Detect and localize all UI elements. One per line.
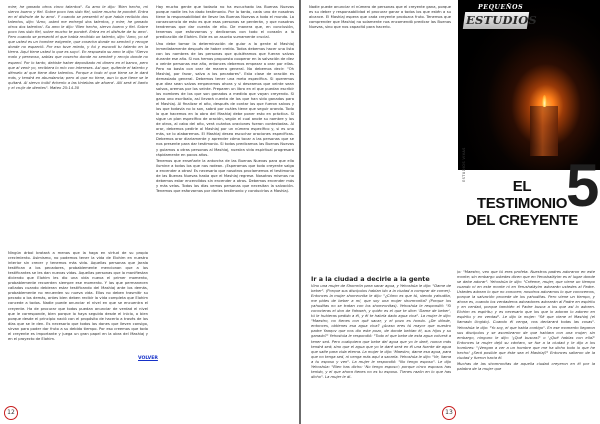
left-column2	[156, 5, 294, 350]
page-number-right: 13	[442, 406, 456, 420]
paragraph: Nadie puede anunciar el número de personas que el creyente gana, porque es su deber y responsabilidad el procurar ganar a todos los que estén a su alcance. El Mashiaj espera que cada creyente produzca fruto. Tenemos que comprender que Mashiaj no solamente nos encomendó predicar las Buenas Nuevas, sino que nos capacitó para hacerlo.	[309, 5, 451, 30]
flame-icon	[542, 95, 547, 107]
cover-title-line2: DEL CREYENTE	[466, 212, 578, 229]
right-column1	[311, 284, 451, 406]
vertical-caption: ESTUDIOS VIVAS	[462, 147, 466, 182]
cover-title	[466, 178, 578, 229]
right-column2	[457, 270, 595, 420]
candle-icon	[530, 106, 558, 156]
book-cover	[458, 0, 600, 263]
right-column1-top	[309, 5, 451, 61]
logo-top-text: PEQUEÑOS	[478, 4, 524, 11]
bible-quote-paragraph: Vino una mujer de Shomrón para sacar agua, y Yehoshúa le dijo: "Dame de beber". (Porque sus discípulos habían ido a la ciudad a comprar de comer). Entonces la mujer shomronita le dijo: "¿Cómo es que tú, siendo yahudita, me pides de beber a mí, que soy una mujer shomronita? (Porque los yahuditas no se tratan con los shomronitas). Yehoshúa le respondió: "Si conocieras el don de Yahweh, y quién es el que te dice: 'Dame de beber', tú le hubieras pedido a él, y él te habría dado agua viva". La mujer le dijo: "Maestro, no tienes con qué sacar, y el pozo es hondo. ¿De dónde, entonces, obtienes esa agua viva? ¿Acaso eres tú mayor que nuestro padre Yaaqov que nos dio este pozo, de donde bebían él, sus hijos y su ganado?" Yehoshúa le respondió: "Todo el que bebe de esta agua volverá a tener sed. Pero cualquiera que bebe del agua que yo le daré, nunca más tendrá sed; sino que el agua que yo le daré será en él una fuente de agua que salte para vida eterna. La mujer le dijo: 'Maestro, dame esa agua, para que no tenga sed, ni venga más aquí a sacarla. Yehoshúa le dijo: "Ve, llama a tu esposo y ven". La mujer le respondió: "No tengo esposo". Le dijo Yehoshúa: "Bien has dicho: 'No tengo esposo'; porque cinco esposos has tenido, y el que ahora tienes no es tu esposo. Tienes razón en lo que has dicho". La mujer le di-	[311, 284, 451, 379]
paragraph: Tenemos que enseñarle la antorcha de las Buenas Nuevas para que ella ilumine a todos los que nos rodean. ¡Esperamos que todo creyente salga a encender a otros! Es necesario que nosotros proclamemos el testimonio de las Buenas Nuevas hasta que el Mashiaj regrese. Nosotros mismos no debemos estar encendidos sin encender a otros. Debemos encender más y más velas. Todos los días vemos personas que necesitan la salvación. Tenemos que esforzarnos por darles testimonio y conducirlos a Mashiaj.	[156, 158, 294, 194]
left-page	[0, 0, 299, 424]
paragraph: Hay mucho gente que todavía no ha escuchado las Buenas Nuevas porque nadie les ha dado testimonio. Por lo tanto, cada uno de nosotros tiene la responsabilidad de llevar las Buenas Nuevas a todo el mundo. La consecuencia de esto es que esas personas se perderán, y que nosotros tendremos que dar cuenta de ello. De manera que, en conclusión, tenemos que esforzarnos y dedicarnos con todo el corazón a la predicación de Elohim. Este es un asunto sumamente crucial.	[156, 5, 294, 40]
paragraph: Uno debe tomar la determinación de guiar a la gente al Mashiaj inmediatamente después de haber creído. Todos debemos hacer una lista con los nombres de las personas que quisiéramos que fueran salvas durante ese año. Si nos hemos propuesto cooperar en la salvación de diez o veinte personas ese año, entonces debemos empezar a orar por ellas. Pero no basta con orar de manera general. No debemos decir: "Oh Mashiaj, por favor, salva a los pecadores". Esta clase de oración es demasiado general. Debemos tener una meta específica. Si queremos que diez sean salvos empecemos ahora y si deseamos que veinte sean salvos, oremos por los veinte. Preparen un libro en el que puedan escribir los nombres de los que son ganados a medida que vayan creyendo. Si gana uno escríbalo, así llevará cuenta de los que han sido ganados para el Mashiaj. Al finalizar el año, después de contar los que fueron salvos y los que todavía no lo son, sabrá por cuáles tiene que seguir orando. Todo lo que hacemos en la obra del Mashiaj debe poner esto en práctica. Si sigue un plan específico de oración, según el cual anote su nombre y los de otros, al cabo del año, verá cuántos oraciones fueron contestadas. Al orar, debemos pedirle al Mashiaj por un número específico y, si es uno más, se lo alabaremos. El Mashiaj desea escuchar oraciones específicas. Debemos orar diariamente y aprender cómo tocar a las personas que se nos presente para dar testimonio. Si todos predicamos las Buenas Nuevas y guiamos a otras personas al Mashiaj, nuestra vida espiritual progresará rápidamente en pocos años.	[156, 41, 294, 157]
bible-quote-paragraph: mire, he ganado otros cinco talentos". Su amo le dijo: 'Bien hecho, mi siervo bueno y fiel. Sobre poco has sido fiel, sobre mucho te pondré. Entra en el disfrute de tu amo'. Y cuando se presentó el que había recibido dos talentos, dijo: 'Amo, usted me entregó dos talentos, y mire, he ganado otros dos talentos'. Su amo le dijo: 'Bien hecho, siervo bueno y fiel. Sobre poco has sido fiel, sobre mucho te pondré. Entra en el disfrute de tu amo'. Pero cuando se presentó el que había recibido un talento, dijo: 'Amo, yo sé que usted es un hombre exigente, que cosecha donde no sembró y recoge donde no esparció. Por eso tuve miedo, y fui y escondí tu talento en la tierra. Aquí tiene usted lo que es suyo'. En respuesta su amo le dijo: 'Siervo malo y perezoso, sabías que cosecho donde no sembré y recojo donde no esparcí. Por lo tanto, debiste haber depositado mi dinero en el banco, pero que al venir yo, recibiera lo mío con intereses. Así que, quítenle el talento y dénselo al que tiene diez talentos. Porque a todo el que tiene se le dará más, y tendrá en abundancia; pero al que no tiene, aun lo que tiene se le quitará. Al siervo inútil échenlo a las tinieblas de afuera'. Allí será el llanto y el crujir de dientes". Mateo 25:14-30	[8, 5, 148, 90]
left-column1-bottom	[8, 251, 148, 398]
left-column1-top	[8, 5, 148, 248]
right-page	[301, 0, 600, 424]
page-number-left: 12	[4, 406, 18, 420]
volver-link[interactable]: VOLVER	[138, 356, 158, 361]
cover-issue-number: 5	[566, 152, 600, 219]
logo-main-text: ESTUDIOS	[466, 13, 537, 27]
paragraph: Muchas de las shomronitas de aquella ciudad creyeron en él por la palabra de la mujer que	[457, 362, 595, 372]
estudios-logo	[464, 4, 537, 44]
paragraph: Ningún árbol brotará a menos que la haga en virtud de su propio crecimiento. Asimismo, no podemos tener la vida de Elohim en nuestro interior sin crecer y tenemos más vida. Aquellas personas que Jarala testifican a los pecadores, probablemente mencionan que a los testificantes se les dan nuevas vidas. Aquellas personas que lo manifiestan diciendo que Elohim les dio una vida nueva el primer momento, probablemente recuerden siempre ese momento. Y las que permanecen calladas cuando debieran estar testificando del Mashiaj ante los demás, probablemente no recuerden su nueva vida. Ellos no deben trasmitir su pecado a los demás, antes bien deben recibir la vida completa que Elohim concede a todos. Nadie puede anunciar el nivel en que se encuentra el creyente. Ha de procurar que todos puedan anunciar de verdad el nivel que le corresponde, bien porque lo haya seguido desde el inicio, o bien porque desde el principio nació con el propósito de hacerlo a través de los días que se le den. Es necesario que todos los dones que lleven consigo, sirvan para poder dar fruto a su debido tiempo. Por eso creemos que todo el creyente es importante y juega un gran papel en la obra del Mashiaj y en el proyecto de Elohim.	[8, 251, 148, 341]
bible-quote-paragraph: jo: "Maestro, veo que tú eres profeta. Nuestros padres adoraron en este monte; sin embargo ustedes dicen que en Yerushaláyim es el lugar donde se debe adorar". Yehoshúa le dijo: "Créeme, mujer, que viene un tiempo cuando ni en este monte ni en Yerushaláyim adorarán ustedes al Padre. Ustedes adoran lo que no conocen; nosotros adoramos lo que conocemos, porque la salvación procede de los yahuditas. Pero viene un tiempo, y ahora es, cuando los verdaderos adoradores adorarán al Padre en espíritu y en verdad, porque también el Padre busca a los que así lo adoren. Elohim es espíritu; y es necesario que los que lo adoran lo adoren en espíritu y en verdad". Le dijo la mujer: "Sé que viene el Mashiaj (el llamado Ungido). Cuando él venga, nos declarará todas las cosas". Yehoshúa le dijo: "Yo soy, el que habla contigo". En ese momento llegaron sus discípulos y se asombraron de que hablara con una mujer; sin embargo, ninguno le dijo: '¿Qué buscas?' o '¿Qué hablas con ella?' Entonces la mujer dejó su cántaro, se fue a la ciudad y le dijo a los hombres: "¡Vengan a ver a un hombre que me ha dicho todo lo que he hecho! ¿Será posible que éste sea el Mashiaj?" Entonces salieron de la ciudad y fueron hacia él.	[457, 270, 595, 360]
section-title: Ir a la ciudad a decirle a la gente	[311, 275, 430, 283]
cover-title-line1: EL TESTIMONIO	[476, 178, 568, 212]
